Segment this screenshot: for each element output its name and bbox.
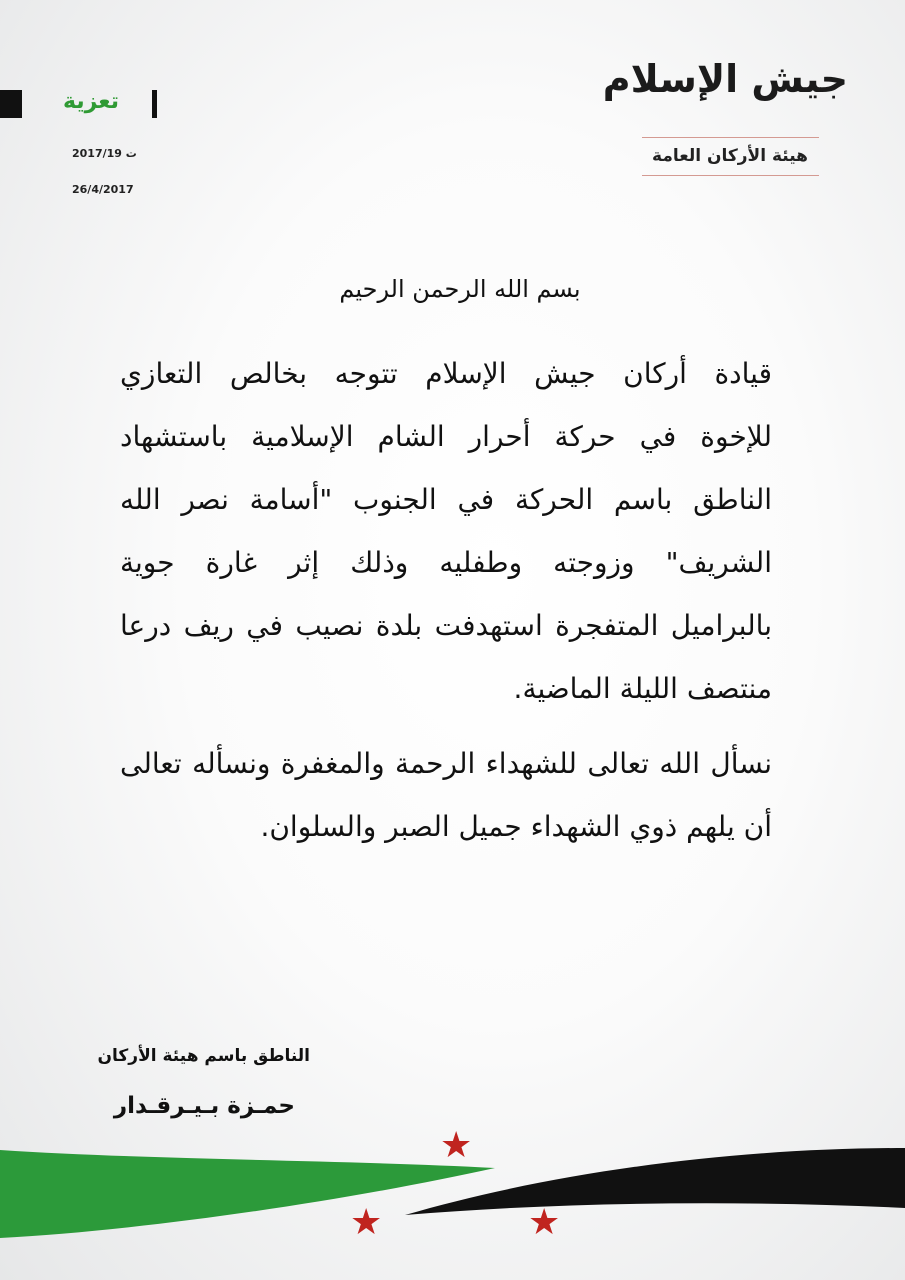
document-type: تعزية [63, 89, 119, 114]
body-line: أن يلهم ذوي الشهداء جميل الصبر والسلوان. [260, 810, 772, 843]
black-swoosh [405, 1148, 905, 1215]
body-line: بالبراميل المتفجرة استهدفت بلدة نصيب في ريف درعا [120, 609, 772, 642]
decor-bar [0, 90, 22, 118]
reference-number: ت 2017/19 [72, 147, 137, 160]
body-line: للإخوة في حركة أحرار الشام الإسلامية باستشهاد [120, 420, 772, 453]
decor-bar [152, 90, 157, 118]
department-name: هيئة الأركان العامة [652, 146, 808, 166]
body-line: منتصف الليلة الماضية. [513, 672, 772, 705]
basmala: بسم الله الرحمن الرحيم [339, 275, 581, 303]
divider [642, 137, 819, 138]
body-line: قيادة أركان جيش الإسلام تتوجه بخالص التعازي [120, 357, 772, 390]
statement-body [120, 342, 772, 858]
body-line: الناطق باسم الحركة في الجنوب "أسامة نصر الله [120, 483, 772, 516]
star-icon: ★ [350, 1202, 383, 1243]
body-line: الشريف" وزوجته وطفليه وذلك إثر غارة جوية [120, 546, 772, 579]
green-swoosh [0, 1150, 495, 1238]
divider [642, 175, 819, 176]
star-icon: ★ [440, 1125, 473, 1166]
logo: جيش الإسلام [602, 57, 848, 101]
body-line: نسأل الله تعالى للشهداء الرحمة والمغفرة ونسأله تعالى [120, 747, 772, 780]
star-icon: ★ [528, 1202, 561, 1243]
signatory-name: حمـزة بـيـرقـدار [113, 1093, 295, 1119]
document-date: 26/4/2017 [72, 183, 134, 196]
signatory-title: الناطق باسم هيئة الأركان [97, 1046, 310, 1066]
